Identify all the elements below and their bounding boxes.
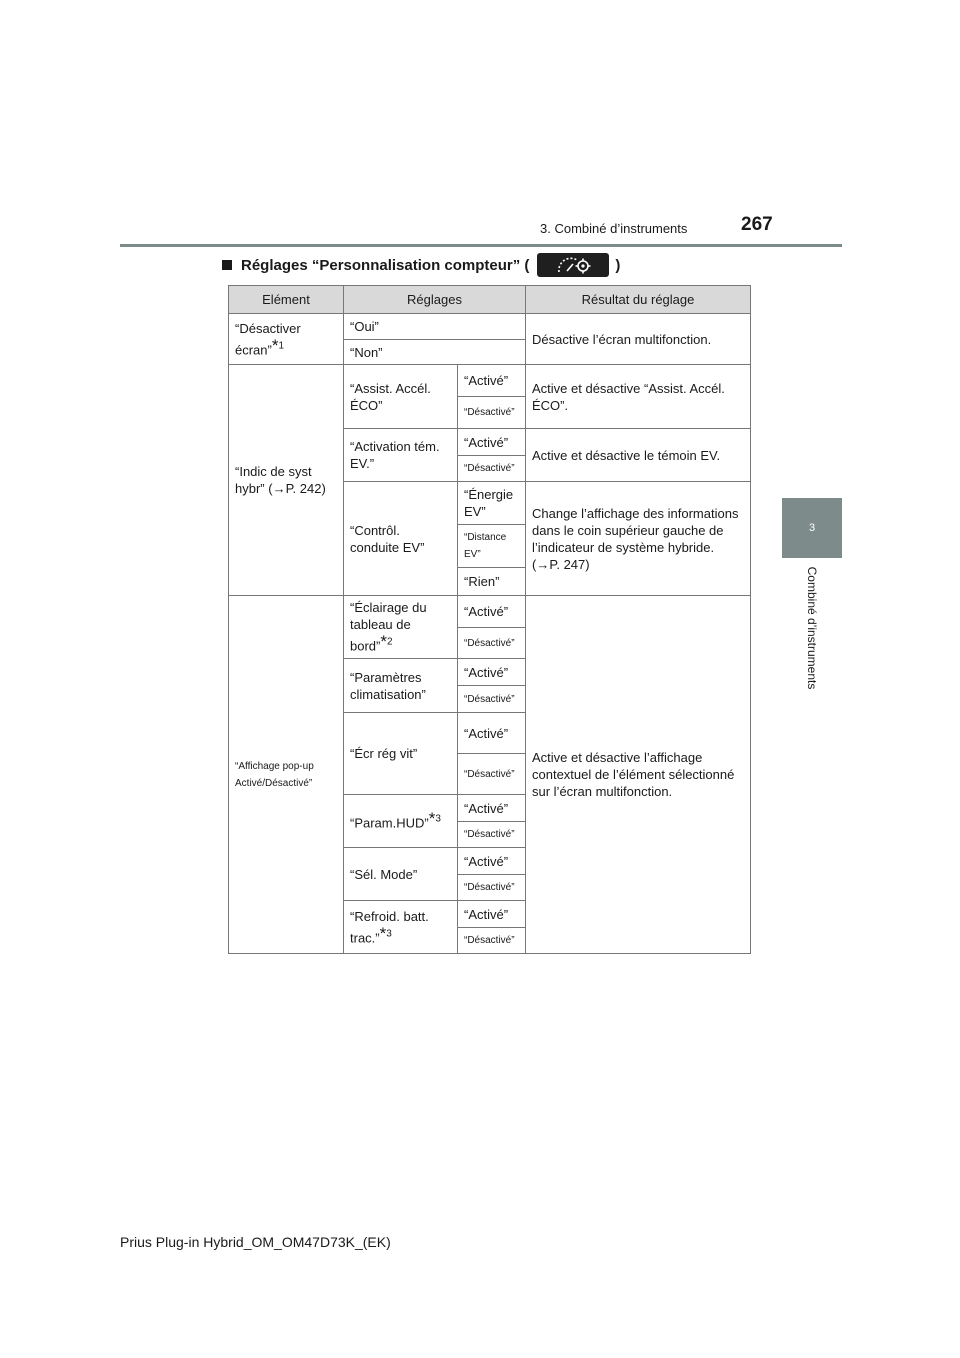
option-cell: “Activé”: [458, 596, 526, 628]
item-cell: “Affichage pop-up Activé/Désactivé”: [229, 596, 344, 954]
option-cell: “Activé”: [458, 901, 526, 928]
option-cell: “Distance EV”: [458, 525, 526, 568]
header-rule: [120, 244, 842, 247]
subitem-cell: “Paramètres climatisation”: [344, 659, 458, 713]
subitem-cell: “Refroid. batt. trac.”*$^3$: [344, 901, 458, 954]
option-cell: “Désactivé”: [458, 754, 526, 795]
option-cell: “Désactivé”: [458, 822, 526, 848]
section-heading: [222, 252, 620, 278]
page-number: 267: [741, 214, 773, 235]
option-cell: “Activé”: [458, 659, 526, 686]
option-cell: “Désactivé”: [458, 456, 526, 482]
subitem-cell: “Sél. Mode”: [344, 848, 458, 901]
option-cell: “Activé”: [458, 429, 526, 456]
item-cell: “Indic de syst hybr” (→P. 242): [229, 365, 344, 596]
result-cell: Active et désactive le témoin EV.: [526, 429, 751, 482]
option-cell: “Désactivé”: [458, 686, 526, 713]
option-cell: “Énergie EV”: [458, 482, 526, 525]
item-cell: “Désactiver écran”*$^1$: [229, 314, 344, 365]
column-header-element: Elément: [229, 286, 344, 314]
heading-close: ): [615, 256, 621, 274]
table-row: [229, 596, 751, 628]
option-cell: “Oui”: [344, 314, 526, 340]
heading-text: Réglages “Personnalisation compteur” (: [241, 256, 530, 274]
option-cell: “Désactivé”: [458, 928, 526, 954]
table-header-row: [229, 286, 751, 314]
subitem-cell: “Activation tém. EV.”: [344, 429, 458, 482]
option-cell: “Rien”: [458, 568, 526, 596]
option-cell: “Désactivé”: [458, 397, 526, 429]
option-cell: “Activé”: [458, 365, 526, 397]
subitem-cell: “Param.HUD”*$^3$: [344, 795, 458, 848]
option-cell: “Désactivé”: [458, 875, 526, 901]
chapter-tab: 3: [782, 498, 842, 558]
option-cell: “Désactivé”: [458, 628, 526, 659]
document-footer: Prius Plug-in Hybrid_OM_OM47D73K_(EK): [120, 1234, 391, 1250]
settings-table: [228, 285, 751, 954]
option-cell: “Activé”: [458, 795, 526, 822]
gauge-settings-icon: [537, 253, 609, 277]
heading-bullet: [222, 260, 232, 270]
result-cell: Change l’affichage des informations dans le coin supérieur gauche de l’indicateur de système hybride. (→P. 247): [526, 482, 751, 596]
column-header-settings: Réglages: [344, 286, 526, 314]
chapter-tab-label: Combiné d’instruments: [805, 566, 819, 690]
result-cell: Active et désactive “Assist. Accél. ÉCO”.: [526, 365, 751, 429]
option-cell: “Non”: [344, 340, 526, 365]
subitem-cell: “Écr rég vit”: [344, 713, 458, 795]
table-row: [229, 314, 751, 340]
column-header-result: Résultat du réglage: [526, 286, 751, 314]
running-header-section: 3. Combiné d’instruments: [540, 221, 688, 236]
option-cell: “Activé”: [458, 848, 526, 875]
subitem-cell: “Contrôl. conduite EV”: [344, 482, 458, 596]
subitem-cell: “Assist. Accél. ÉCO”: [344, 365, 458, 429]
result-cell: Active et désactive l’affichage contextuel de l’élément sélectionné sur l’écran multifonction.: [526, 596, 751, 954]
result-cell: Désactive l’écran multifonction.: [526, 314, 751, 365]
table-row: [229, 365, 751, 397]
subitem-cell: “Éclairage du tableau de bord”*$^2$: [344, 596, 458, 659]
option-cell: “Activé”: [458, 713, 526, 754]
